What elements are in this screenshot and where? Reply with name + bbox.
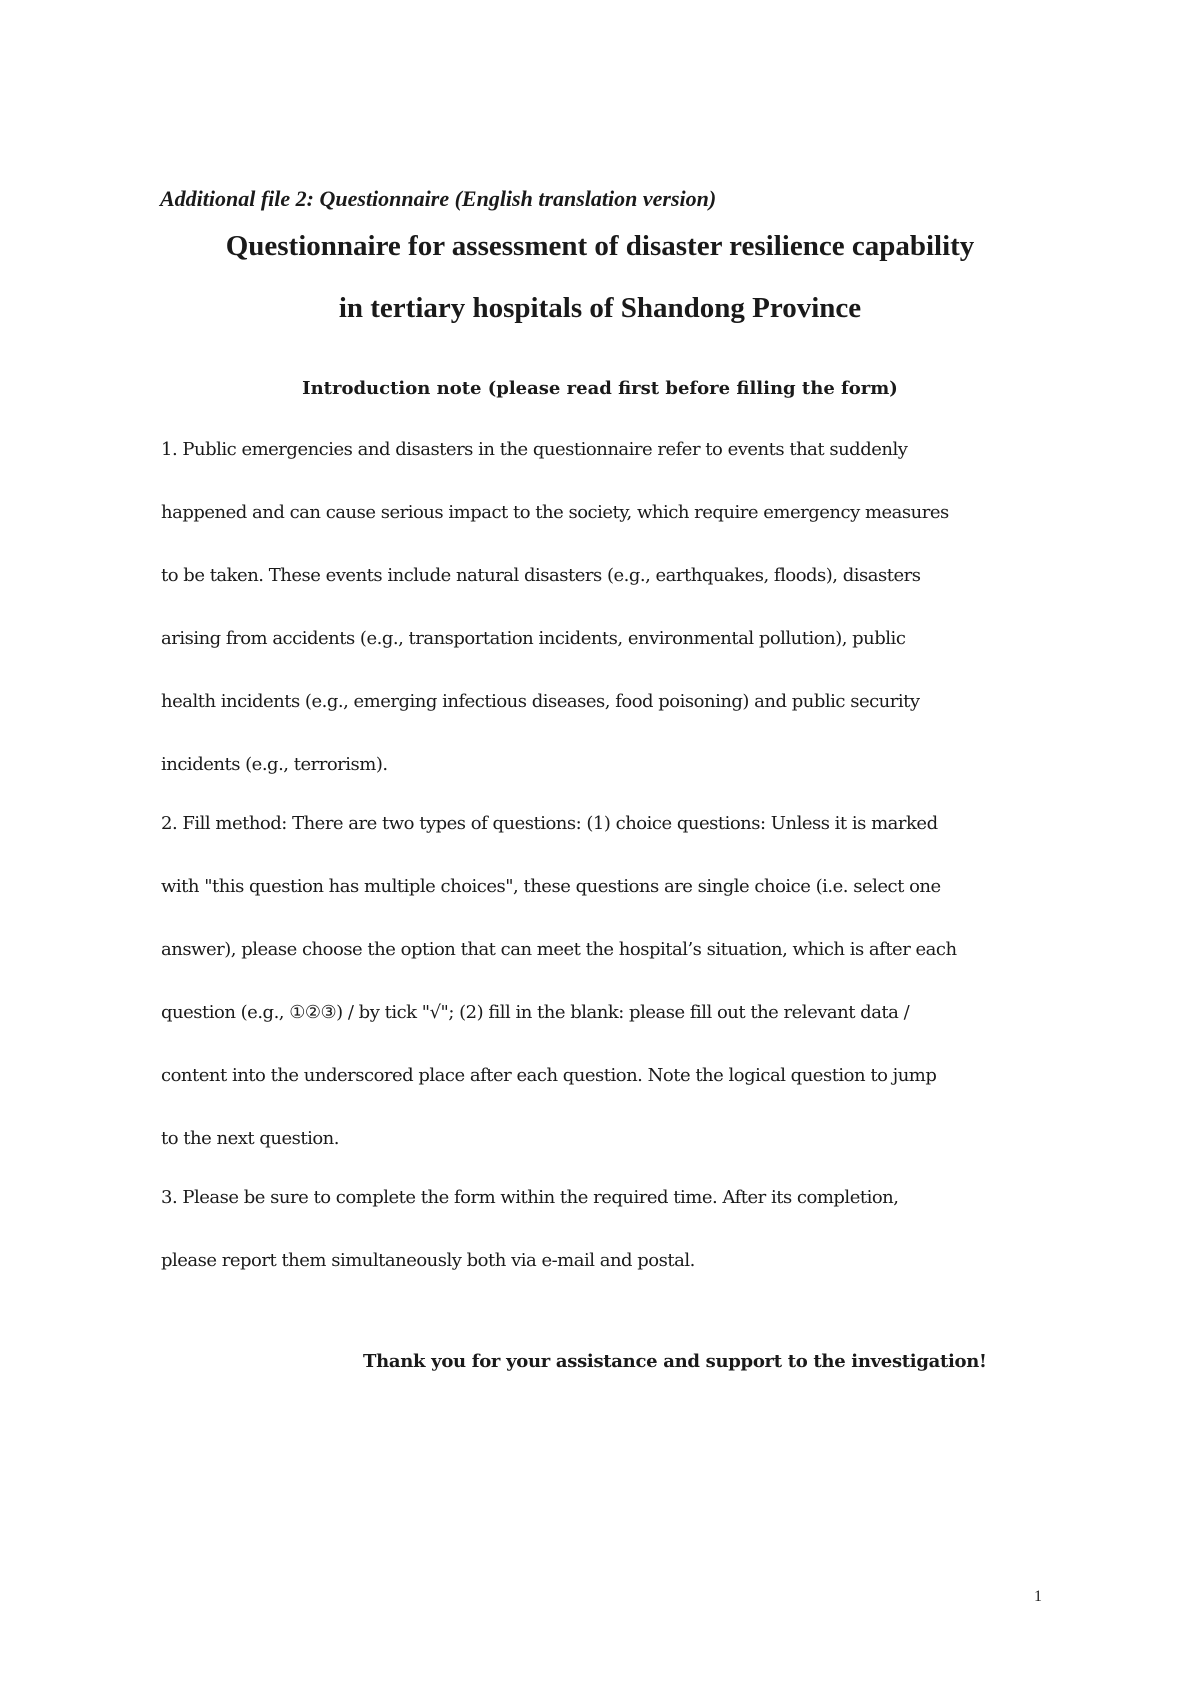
body-line: question (e.g., ①②③) / by tick "√"; (2) fill in the blank: please fill out the relevant data / [161, 1002, 910, 1023]
body-line: please report them simultaneously both via e-mail and postal. [161, 1250, 695, 1271]
body-line: health incidents (e.g., emerging infectious diseases, food poisoning) and public security [161, 691, 920, 712]
introduction-heading: Introduction note (please read first before filling the form) [302, 378, 898, 399]
body-line: incidents (e.g., terrorism). [161, 754, 388, 775]
title-line-1: Questionnaire for assessment of disaster resilience capability [225, 230, 975, 262]
body-line: content into the underscored place after each question. Note the logical question to jump [161, 1065, 937, 1086]
thank-you-note: Thank you for your assistance and support to the investigation! [363, 1351, 987, 1372]
body-line: 3. Please be sure to complete the form within the required time. After its completion, [161, 1187, 899, 1208]
file-label: Additional file 2: Questionnaire (English translation version) [160, 186, 717, 211]
title-line-2: in tertiary hospitals of Shandong Province [338, 292, 862, 324]
body-line: 1. Public emergencies and disasters in the questionnaire refer to events that suddenly [161, 439, 908, 460]
page-number: 1 [1034, 1588, 1042, 1605]
body-line: happened and can cause serious impact to the society, which require emergency measures [161, 502, 949, 523]
body-line: with "this question has multiple choices", these questions are single choice (i.e. select one [161, 876, 941, 897]
body-line: answer), please choose the option that can meet the hospital’s situation, which is after each [161, 939, 957, 960]
body-line: to be taken. These events include natural disasters (e.g., earthquakes, floods), disasters [161, 565, 921, 586]
body-line: arising from accidents (e.g., transportation incidents, environmental pollution), public [161, 628, 906, 649]
body-line: to the next question. [161, 1128, 339, 1149]
body-line: 2. Fill method: There are two types of questions: (1) choice questions: Unless it is marked [161, 813, 938, 834]
